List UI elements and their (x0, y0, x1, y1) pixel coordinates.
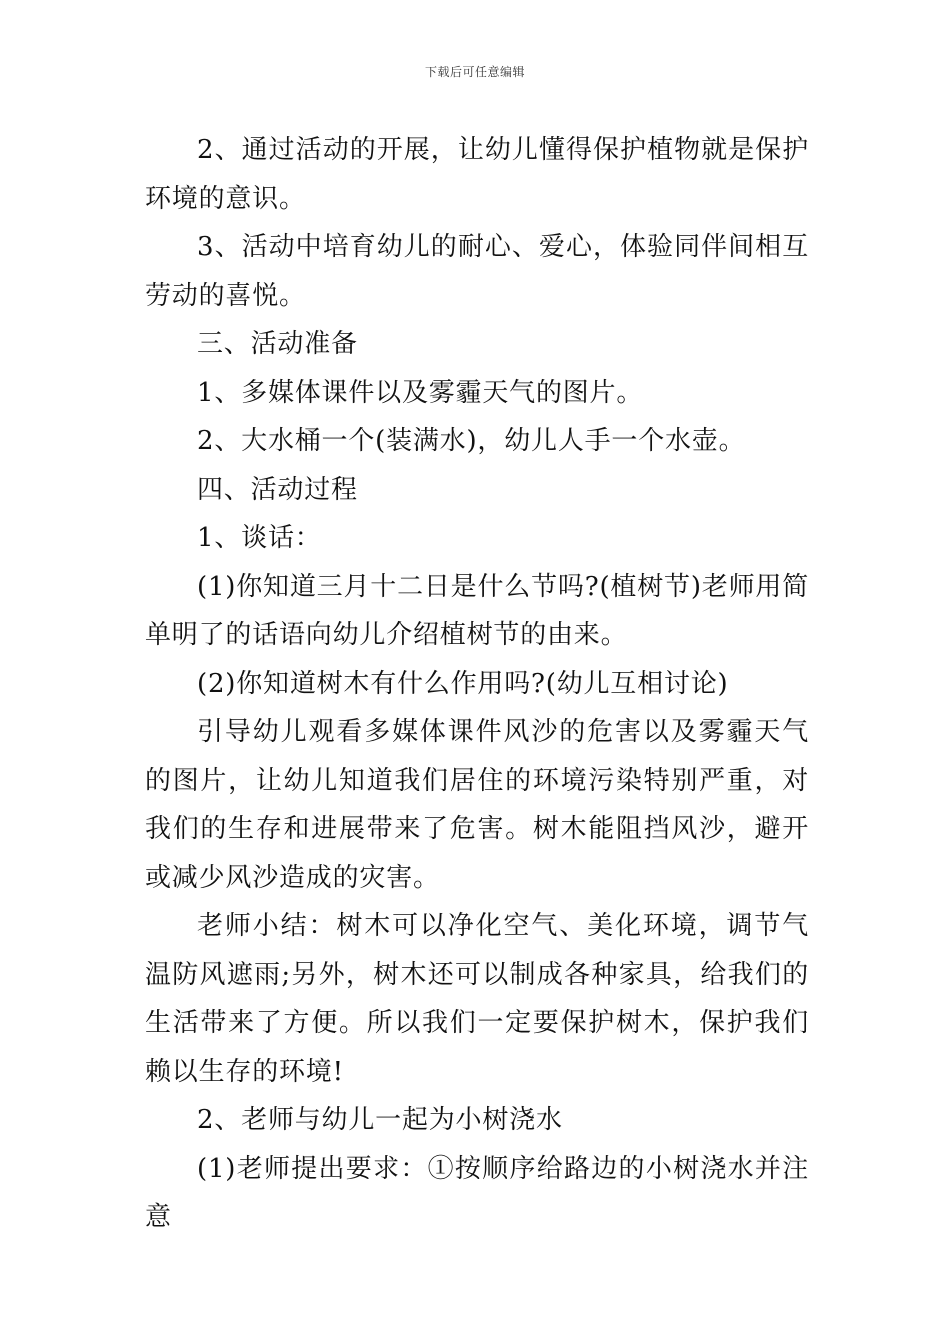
paragraph-prep-1: 1、多媒体课件以及雾霾天气的图片。 (197, 377, 644, 408)
paragraph-goal-3: 3、活动中培育幼儿的耐心、爱心，体验同伴间相互劳动的喜悦。 (145, 232, 809, 311)
paragraph-teacher-summary: 老师小结：树木可以净化空气、美化环境，调节气温防风遮雨;另外，树木还可以制成各种家具，给我们的生活带来了方便。所以我们一定要保护树木，保护我们赖以生存的环境! (145, 911, 809, 1087)
paragraph-question-2: (2)你知道树木有什么作用吗?(幼儿互相讨论) (197, 668, 729, 699)
paragraph-guidance: 引导幼儿观看多媒体课件风沙的危害以及雾霾天气的图片，让幼儿知道我们居住的环境污染特别严重，对我们的生存和进展带来了危害。树木能阻挡风沙，避开或减少风沙造成的灾害。 (145, 717, 809, 893)
document-body (145, 126, 809, 1242)
paragraph-prep-2: 2、大水桶一个(装满水)，幼儿人手一个水壶。 (197, 426, 746, 456)
paragraph-requirements: (1)老师提出要求：①按顺序给路边的小树浇水并注意 (145, 1153, 809, 1232)
paragraph-talk-heading: 1、谈话： (197, 523, 322, 553)
paragraph-watering-heading: 2、老师与幼儿一起为小树浇水 (197, 1105, 563, 1135)
page-header-note: 下载后可任意编辑 (424, 65, 525, 79)
section-heading-preparation: 三、活动准备 (197, 329, 358, 359)
section-heading-process: 四、活动过程 (197, 474, 358, 505)
paragraph-question-1: (1)你知道三月十二日是什么节吗?(植树节)老师用简单明了的话语向幼儿介绍植树节的由来。 (145, 571, 809, 650)
paragraph-goal-2: 2、通过活动的开展，让幼儿懂得保护植物就是保护环境的意识。 (145, 135, 809, 214)
